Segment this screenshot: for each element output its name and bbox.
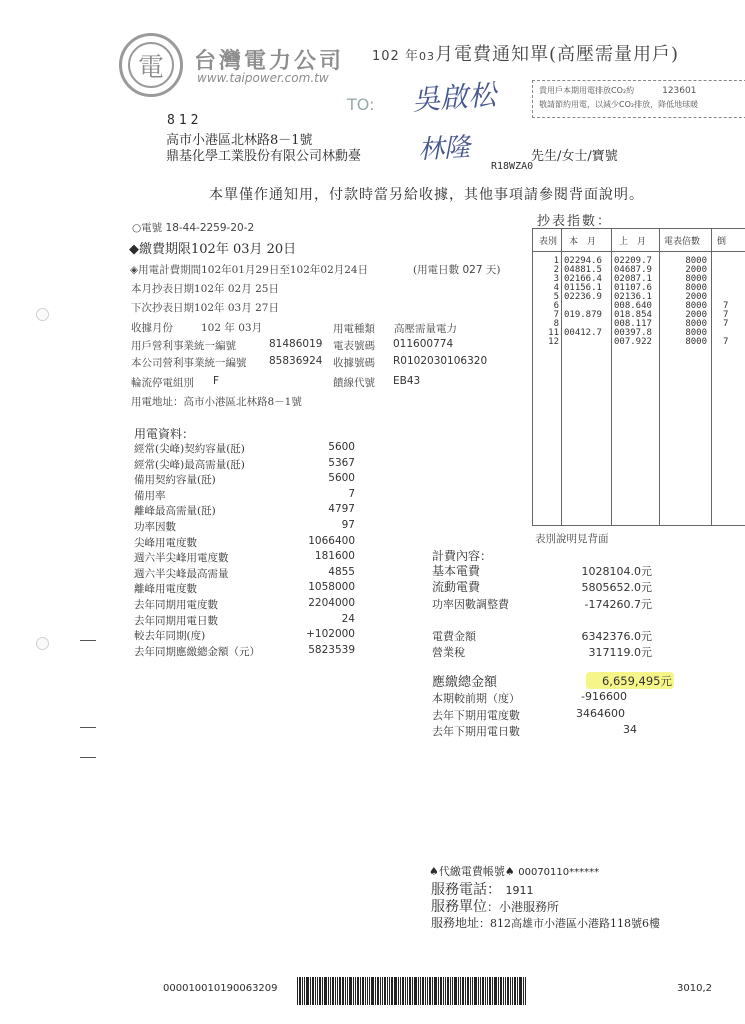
barcode-bar xyxy=(505,977,506,1005)
recipient-code: R18WZA0 xyxy=(491,161,534,172)
barcode-bar xyxy=(460,977,461,1005)
meter-cell: 00412.7 xyxy=(564,328,602,338)
barcode-bar xyxy=(371,977,374,1005)
barcode-bar xyxy=(489,977,491,1005)
barcode-bar xyxy=(407,977,408,1005)
meter-cell: 8000 xyxy=(685,256,707,266)
usage-item-value: 7 xyxy=(348,487,355,500)
barcode-bar xyxy=(345,977,346,1005)
usage-item-label: 離峰用電度數 xyxy=(134,583,197,596)
flow-fee: 5805652.0元 xyxy=(581,581,652,594)
meter-cell: 7 xyxy=(723,337,729,347)
barcode-bar xyxy=(494,977,497,1005)
usage-item-value: 4855 xyxy=(328,565,355,578)
collect-month-label: 收據月份 xyxy=(131,322,173,334)
barcode-bar xyxy=(425,977,426,1005)
barcode-bar xyxy=(420,977,421,1005)
taipower-logo: 電 xyxy=(119,33,183,97)
meter-cell: 018.854 xyxy=(614,310,652,320)
barcode-bar xyxy=(339,977,341,1005)
pf-fee: -174260.7元 xyxy=(584,598,652,611)
meter-cell: 2000 xyxy=(685,292,707,302)
barcode-number: 000010010190063209 xyxy=(163,983,278,994)
meter-cell: 8000 xyxy=(685,328,707,338)
meter-cell: 2000 xyxy=(685,310,707,320)
meter-cell: 04687.9 xyxy=(614,265,652,275)
meter-cell: 8000 xyxy=(685,274,707,284)
feeder: EB43 xyxy=(393,375,421,387)
user-tax-id: 81486019 xyxy=(269,338,323,350)
next-read-row xyxy=(131,300,279,315)
days-unit: 天) xyxy=(485,264,501,276)
meter-cell: 02294.6 xyxy=(564,256,602,266)
barcode-bar xyxy=(454,977,457,1005)
usage-item-value: 5600 xyxy=(328,472,355,485)
margin-mark xyxy=(80,757,96,758)
barcode-bar xyxy=(332,977,334,1005)
total-label: 應繳總金額 xyxy=(432,675,498,690)
service-address-row xyxy=(131,394,302,409)
usage-item-value: 4797 xyxy=(328,503,355,516)
usage-item-label: 經常(尖峰)最高需量(瓩) xyxy=(134,458,245,471)
meter-header-multiplier: 電表倍數 xyxy=(664,237,701,247)
barcode-bar xyxy=(447,977,449,1005)
usage-item-label: 去年同期用電日數 xyxy=(134,614,218,627)
postal-code: 812 xyxy=(167,113,203,128)
barcode-bar xyxy=(414,977,417,1005)
barcode-bar xyxy=(503,977,504,1005)
next-read-date: 102年 03月 27日 xyxy=(194,302,279,314)
next-year-label: 去年下期用電度數 xyxy=(432,709,520,722)
electric-no: 18-44-2259-20-2 xyxy=(165,222,255,234)
meter-cell: 12 xyxy=(548,337,559,347)
meter-cell: 008.640 xyxy=(614,301,652,311)
recipient-company: 鼎基化學工業股份有限公司 xyxy=(166,149,323,164)
meter-cell: 4 xyxy=(553,283,559,293)
barcode-bar xyxy=(380,977,381,1005)
debit-account-label: ♠代繳電費帳號♠ xyxy=(429,865,515,878)
next-year-value: 3464600 xyxy=(576,707,625,720)
days-value: 027 xyxy=(462,264,483,276)
barcode-bar xyxy=(319,977,321,1005)
usage-item-value: 5367 xyxy=(328,456,355,469)
next-days-label: 去年下期用電日數 xyxy=(432,725,520,738)
receipt-no-label: 收據號碼 xyxy=(333,357,375,369)
barcode-bar xyxy=(342,977,344,1005)
usage-item-value: 24 xyxy=(341,612,355,625)
meter-cell: 7 xyxy=(553,310,559,320)
barcode-bar xyxy=(365,977,366,1005)
barcode-bar xyxy=(375,977,376,1005)
meter-cell: 7 xyxy=(723,319,729,329)
barcode-bar xyxy=(360,977,361,1005)
barcode-bar xyxy=(315,977,316,1005)
meter-cell: 02236.9 xyxy=(564,292,602,302)
barcode-bar xyxy=(478,977,479,1005)
title-year: 102 年 xyxy=(372,49,419,64)
amount: 6342376.0元 xyxy=(581,630,652,643)
barcode-bar xyxy=(485,977,486,1005)
meter-cell: 2000 xyxy=(685,265,707,275)
margin-mark xyxy=(80,640,96,641)
service-phone-label: 服務電話： xyxy=(431,882,501,898)
meter-cell: 008.117 xyxy=(614,319,652,329)
handwritten-note: 林隆 xyxy=(417,132,471,166)
barcode-bar xyxy=(492,977,493,1005)
basic-fee-label: 基本電費 xyxy=(432,564,481,578)
category-label: 用電種類 xyxy=(333,323,375,335)
to-label: TO: xyxy=(347,95,375,114)
barcode-bar xyxy=(482,977,484,1005)
tax: 317119.0元 xyxy=(588,646,652,659)
barcode-bar xyxy=(512,977,513,1005)
barcode-bar xyxy=(510,977,511,1005)
recipient-address: 高市小港區北林路8－1號 xyxy=(166,133,313,148)
co2-notice-box xyxy=(532,80,745,118)
barcode-bar xyxy=(472,977,473,1005)
barcode-bar xyxy=(369,977,370,1005)
title-rest: 月電費通知單(高壓需量用戶) xyxy=(434,44,679,65)
meter-table xyxy=(532,228,745,526)
barcode-bar xyxy=(427,977,428,1005)
barcode-bar xyxy=(377,977,379,1005)
barcode-bar xyxy=(335,977,336,1005)
handwritten-name: 吳啟松 xyxy=(411,78,498,117)
barcode-bar xyxy=(412,977,413,1005)
barcode-bar xyxy=(306,977,309,1005)
barcode-bar xyxy=(387,977,388,1005)
barcode-bar xyxy=(391,977,393,1005)
usage-item-label: 週六半尖峰用電度數 xyxy=(134,552,229,565)
co2-line1: 貴用戶本期用電排放CO₂約 xyxy=(539,86,635,95)
meter-cell: 11 xyxy=(548,328,559,338)
read-date-row xyxy=(131,281,279,296)
service-address-footer-row xyxy=(431,914,660,931)
days-row xyxy=(413,262,500,277)
usage-item-label: 經常(尖峰)契約容量(瓩) xyxy=(134,443,245,455)
service-address-footer-label: 服務地址 xyxy=(431,916,480,930)
meter-cell: 8 xyxy=(553,319,559,329)
electric-no-row: ○電號 18-44-2259-20-2 xyxy=(132,222,255,234)
collect-month: 102 年 03月 xyxy=(201,322,263,334)
service-unit: ：小港服務所 xyxy=(487,900,560,914)
barcode-bar xyxy=(429,977,431,1005)
barcode-bar xyxy=(443,977,444,1005)
punch-hole-bottom xyxy=(36,637,49,650)
feeder-label: 饋線代號 xyxy=(333,377,375,389)
meter-cell: 7 xyxy=(723,310,729,320)
barcode-bar xyxy=(299,977,301,1005)
due-label: 繳費期限 xyxy=(139,242,192,257)
usage-item-value: 1058000 xyxy=(308,581,355,594)
total-amount: 6,659,495元 xyxy=(601,674,672,688)
usage-item-label: 去年同期用電度數 xyxy=(134,599,218,611)
usage-item-label: 離峰最高需量(瓩) xyxy=(134,505,216,518)
barcode-bar xyxy=(480,977,481,1005)
website-url: www.taipower.com.tw xyxy=(197,71,329,85)
meter-cell: 1 xyxy=(553,256,559,266)
period: 102年01月29日至102年02月24日 xyxy=(201,264,369,276)
barcode-bar xyxy=(312,977,314,1005)
basic-fee: 1028104.0元 xyxy=(581,565,652,578)
barcode-bar xyxy=(317,977,318,1005)
usage-item-label: 備用率 xyxy=(134,489,166,502)
barcode-bar xyxy=(458,977,459,1005)
barcode-bar xyxy=(394,977,397,1005)
next-days-value: 34 xyxy=(623,723,637,736)
barcode-bar xyxy=(434,977,437,1005)
barcode-bar xyxy=(507,977,509,1005)
barcode-bar xyxy=(304,977,305,1005)
barcode-bar xyxy=(487,977,488,1005)
usage-title: 用電資料： xyxy=(134,427,195,441)
meter-cell: 8000 xyxy=(685,337,707,347)
days-label: (用電日數 xyxy=(413,264,460,276)
read-date: 102年 02月 25日 xyxy=(194,283,279,295)
meter-cell: 3 xyxy=(553,274,559,284)
meter-cell: 02136.1 xyxy=(614,292,652,302)
notice-text: 本單僅作通知用，付款時當另給收據，其他事項請參閱背面說明。 xyxy=(209,187,644,203)
barcode-bar xyxy=(525,977,526,1005)
usage-item-value: 181600 xyxy=(314,550,355,563)
page-code: 3010,2 xyxy=(677,983,712,994)
co2-line2: 敬請節約用電，以減少CO₂排放，降低地球暖 xyxy=(539,100,699,109)
service-phone: 1911 xyxy=(505,884,534,897)
meter-cell: 007.922 xyxy=(614,337,652,347)
period-label: 用電計費期間 xyxy=(138,264,202,276)
barcode xyxy=(297,977,561,1005)
barcode-bar xyxy=(405,977,406,1005)
barcode-bar xyxy=(500,977,502,1005)
user-tax-id-label: 用戶營利事業統一編號 xyxy=(131,340,236,352)
debit-account: 00070110****** xyxy=(518,867,600,878)
barcode-bar xyxy=(349,977,352,1005)
service-unit-label: 服務單位 xyxy=(431,899,487,915)
fees-title: 計費內容： xyxy=(432,549,493,563)
meter-cell: 04881.5 xyxy=(564,265,602,275)
category: 高壓需量電力 xyxy=(394,323,457,335)
barcode-bar xyxy=(445,977,446,1005)
barcode-bar xyxy=(452,977,453,1005)
barcode-bar xyxy=(330,977,331,1005)
barcode-bar xyxy=(310,977,311,1005)
due-date: 102年 03月 20日 xyxy=(191,242,297,257)
amount-label: 電費金額 xyxy=(432,630,476,643)
usage-item-value: 1066400 xyxy=(308,534,355,547)
barcode-bar xyxy=(432,977,433,1005)
receipt-no: R0102030106320 xyxy=(393,355,488,367)
company-tax-id-label: 本公司營利事業統一編號 xyxy=(131,357,247,369)
usage-item-label: 較去年同期(度) xyxy=(134,630,206,643)
barcode-bar xyxy=(362,977,364,1005)
meter-cell: 5 xyxy=(553,292,559,302)
punch-hole-top xyxy=(36,308,49,321)
recipient-honorific: 先生/女士/寶號 xyxy=(531,149,618,164)
barcode-bar xyxy=(382,977,383,1005)
service-address-footer: ：812高雄市小港區小港路118號6樓 xyxy=(479,917,661,930)
barcode-bar xyxy=(517,977,518,1005)
service-unit-row xyxy=(431,896,559,916)
meter-table-footer: 表別說明見背面 xyxy=(535,533,609,545)
barcode-bar xyxy=(467,977,469,1005)
barcode-bar xyxy=(302,977,303,1005)
barcode-bar xyxy=(367,977,368,1005)
meter-cell: 8000 xyxy=(685,319,707,329)
meter-cell: 8000 xyxy=(685,283,707,293)
meter-table-title: 抄表指數： xyxy=(537,214,613,229)
rotation-label: 輪流停電組別 xyxy=(131,377,194,389)
meter-cell: 02209.7 xyxy=(614,256,652,266)
barcode-bar xyxy=(357,977,359,1005)
usage-item-label: 尖峰用電度數 xyxy=(134,536,197,549)
usage-item-value: 5600 xyxy=(328,441,355,453)
meter-cell: 8000 xyxy=(685,301,707,311)
meter-no-label: 電表號碼 xyxy=(333,340,375,352)
margin-mark xyxy=(80,727,96,728)
compare-label: 本期較前期（度） xyxy=(432,692,520,705)
meter-cell: 02087.1 xyxy=(614,274,652,284)
barcode-bar xyxy=(322,977,323,1005)
usage-item-value: 2204000 xyxy=(308,597,355,609)
meter-header-type: 表別 xyxy=(539,237,558,247)
barcode-bar xyxy=(353,977,354,1005)
co2-value: 123601 xyxy=(662,86,697,96)
meter-cell: 7 xyxy=(723,301,729,311)
barcode-bar xyxy=(418,977,419,1005)
barcode-bar xyxy=(470,977,471,1005)
due-row: ◆繳費期限102年 03月 20日 xyxy=(129,242,297,257)
barcode-bar xyxy=(514,977,516,1005)
debit-account-row xyxy=(429,863,599,879)
next-read-label: 下次抄表日期 xyxy=(131,302,194,314)
barcode-bar xyxy=(409,977,411,1005)
usage-item-value: 97 xyxy=(341,519,355,531)
barcode-bar xyxy=(347,977,348,1005)
barcode-bar xyxy=(450,977,451,1005)
tax-label: 營業稅 xyxy=(432,646,465,659)
barcode-bar xyxy=(398,977,399,1005)
barcode-bar xyxy=(389,977,390,1005)
service-address: 高市小港區北林路8－1號 xyxy=(183,396,302,408)
meter-cell: 6 xyxy=(553,301,559,311)
period-row: ◈用電計費期間102年01月29日至102年02月24日 xyxy=(130,264,369,276)
meter-header-extra: 倒 xyxy=(717,237,727,247)
meter-cell: 02166.4 xyxy=(564,274,602,284)
barcode-bar xyxy=(384,977,386,1005)
barcode-bar xyxy=(337,977,338,1005)
meter-cell: 01107.6 xyxy=(614,283,652,293)
usage-item-value: +102000 xyxy=(306,628,355,641)
meter-cell: 2 xyxy=(553,265,559,275)
read-date-label: 本月抄表日期 xyxy=(131,283,194,295)
usage-item-label: 週六半尖峰最高需量 xyxy=(134,567,229,580)
meter-header-previous: 上 月 xyxy=(619,237,647,247)
barcode-bar xyxy=(465,977,466,1005)
service-address-label: 用電地址： xyxy=(131,396,184,408)
meter-no: 011600774 xyxy=(393,338,454,350)
usage-item-label: 備用契約容量(瓩) xyxy=(134,474,216,487)
usage-item-value: 5823539 xyxy=(308,643,355,656)
barcode-bar xyxy=(438,977,439,1005)
barcode-bar xyxy=(324,977,327,1005)
rotation: F xyxy=(213,375,220,387)
company-tax-id: 85836924 xyxy=(269,355,323,367)
barcode-bar xyxy=(474,977,477,1005)
barcode-bar xyxy=(402,977,404,1005)
barcode-bar xyxy=(519,977,522,1005)
barcode-bar xyxy=(440,977,442,1005)
meter-cell: 01156.1 xyxy=(564,283,602,293)
barcode-bar xyxy=(498,977,499,1005)
pf-fee-label: 功率因數調整費 xyxy=(432,598,509,611)
company-name: 台灣電力公司 xyxy=(194,48,345,74)
recipient-contact: 林勳臺 xyxy=(322,149,362,164)
meter-cell: 019.879 xyxy=(564,310,602,320)
compare-value: -916600 xyxy=(581,690,627,703)
electric-no-label: 電號 xyxy=(141,222,163,234)
barcode-bar xyxy=(328,977,329,1005)
title-month: 03 xyxy=(418,50,435,63)
barcode-bar xyxy=(297,977,298,1005)
usage-item-label: 功率因數 xyxy=(134,521,176,533)
bill-title xyxy=(372,40,679,66)
barcode-bar xyxy=(462,977,464,1005)
barcode-bar xyxy=(422,977,424,1005)
barcode-bar xyxy=(523,977,524,1005)
meter-header-current: 本 月 xyxy=(569,237,597,247)
meter-cell: 00397.8 xyxy=(614,328,652,338)
usage-item-label: 去年同期應繳總金額（元） xyxy=(134,645,260,658)
barcode-bar xyxy=(400,977,401,1005)
barcode-bar xyxy=(355,977,356,1005)
flow-fee-label: 流動電費 xyxy=(432,580,481,594)
